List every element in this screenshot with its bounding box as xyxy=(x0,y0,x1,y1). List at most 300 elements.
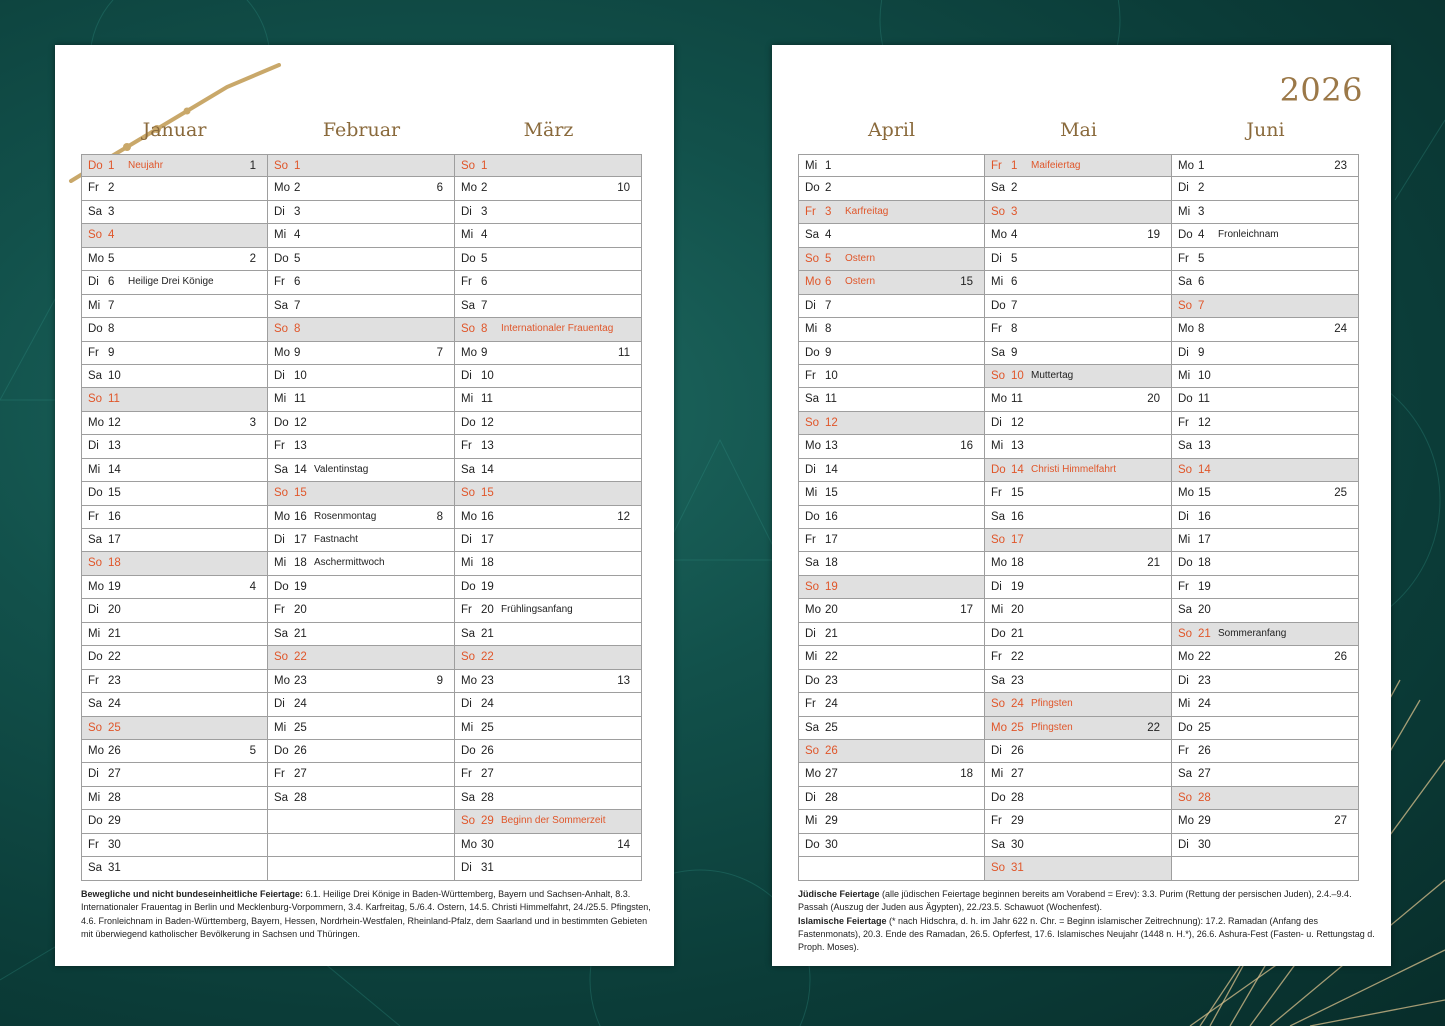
week-number: 4 xyxy=(249,580,256,593)
day-number: 15 xyxy=(481,487,494,500)
day-event: Rosenmontag xyxy=(314,510,377,522)
day-row xyxy=(268,506,455,529)
weekday: Mo xyxy=(88,744,104,757)
day-number: 4 xyxy=(1011,229,1018,242)
day-number: 1 xyxy=(481,160,488,172)
day-number: 7 xyxy=(825,299,832,312)
left-page xyxy=(55,45,674,966)
day-row xyxy=(268,201,455,224)
day-number: 2 xyxy=(1198,182,1205,195)
weekday: Mi xyxy=(991,768,1004,781)
day-number: 5 xyxy=(108,252,115,265)
day-row xyxy=(81,552,268,575)
weekday: So xyxy=(461,487,476,500)
day-number: 22 xyxy=(1198,651,1211,664)
day-row xyxy=(985,412,1172,435)
weekday: Di xyxy=(1178,346,1189,359)
day-row xyxy=(1172,459,1359,482)
weekday: Sa xyxy=(274,463,289,476)
weekday: Mi xyxy=(1178,205,1191,218)
weekday: Mi xyxy=(805,160,818,172)
day-number: 21 xyxy=(1198,627,1211,640)
day-row xyxy=(268,623,455,646)
day-number: 7 xyxy=(1011,299,1018,312)
day-number: 3 xyxy=(825,205,832,218)
day-event: Muttertag xyxy=(1031,369,1074,381)
day-number: 9 xyxy=(1011,346,1018,359)
day-number: 10 xyxy=(1011,369,1024,382)
weekday: Mi xyxy=(274,229,287,242)
day-row xyxy=(985,177,1172,200)
day-row xyxy=(268,482,455,505)
day-number: 28 xyxy=(481,791,494,804)
day-number: 27 xyxy=(294,768,307,781)
weekday: Mo xyxy=(274,182,290,195)
day-row xyxy=(455,342,642,365)
month-column xyxy=(798,154,985,881)
day-row xyxy=(81,271,268,294)
day-number: 16 xyxy=(1011,510,1024,523)
weekday: So xyxy=(991,369,1006,382)
day-row xyxy=(81,365,268,388)
weekday: So xyxy=(461,815,476,828)
weekday: Di xyxy=(461,534,472,546)
day-row xyxy=(455,552,642,575)
day-number: 7 xyxy=(1198,299,1205,312)
weekday: So xyxy=(991,534,1006,546)
day-number: 7 xyxy=(108,299,115,312)
weekday: Mo xyxy=(461,674,477,687)
week-number: 13 xyxy=(617,674,630,687)
day-number: 19 xyxy=(294,580,307,593)
day-row xyxy=(81,763,268,786)
weekday: Fr xyxy=(88,838,99,851)
day-number: 1 xyxy=(1198,160,1205,172)
day-row xyxy=(268,599,455,622)
footnote-right: Jüdische Feiertage (alle jüdischen Feiertage beginnen bereits am Vorabend = Erev): 3.3. Purim (Rettung der persischen Juden), 2.4.–9.4. Passah (Auszug der Juden aus Ägypten), 22./23.5. Schawuot (Wochenfest). Islamische Feiertage (* nach Hidschra, d. h. im Jahr 622 n. Chr. = Beginn islamischer Zeitrechnung): 17.2. Ramadan (Anfang des Fastenmonats), 20.3. Ende des Ramadan, 26.5. Opferfest, 17.6. Islamisches Neujahr (1448 n. H.*), 26.6. Ashura-Fest (Fasten- u. Rettungstag d. Proph. Moses). xyxy=(798,889,1375,953)
weekday: Mi xyxy=(1178,534,1191,546)
day-number: 7 xyxy=(481,299,488,312)
weekday: Mo xyxy=(274,510,290,523)
day-row xyxy=(1172,740,1359,763)
day-row xyxy=(268,388,455,411)
day-row xyxy=(798,857,985,880)
day-number: 6 xyxy=(825,276,832,289)
day-number: 11 xyxy=(108,393,120,406)
weekday: Di xyxy=(461,698,472,711)
day-number: 1 xyxy=(294,160,301,172)
day-number: 23 xyxy=(1011,674,1024,687)
day-number: 6 xyxy=(1011,276,1018,289)
day-row xyxy=(81,834,268,857)
day-number: 4 xyxy=(294,229,301,242)
weekday: So xyxy=(1178,299,1193,312)
weekday: Mo xyxy=(461,346,477,359)
week-number: 9 xyxy=(436,674,443,687)
day-number: 4 xyxy=(1198,229,1205,242)
weekday: Di xyxy=(274,698,285,711)
weekday: Mi xyxy=(991,276,1004,289)
day-row xyxy=(268,576,455,599)
weekday: Sa xyxy=(805,557,820,570)
month-title: Februar xyxy=(322,119,401,141)
day-number: 16 xyxy=(108,510,121,523)
day-number: 9 xyxy=(1198,346,1205,359)
day-number: 28 xyxy=(1198,791,1211,804)
day-number: 25 xyxy=(108,721,121,734)
weekday: Di xyxy=(805,791,816,804)
day-event: Neujahr xyxy=(128,160,164,171)
day-row xyxy=(455,388,642,411)
weekday: Mi xyxy=(88,791,101,804)
day-row xyxy=(455,623,642,646)
day-row xyxy=(985,224,1172,247)
day-number: 2 xyxy=(481,182,488,195)
day-number: 8 xyxy=(825,323,832,336)
weekday: Di xyxy=(991,416,1002,429)
day-number: 1 xyxy=(825,160,832,172)
day-number: 30 xyxy=(108,838,121,851)
day-number: 16 xyxy=(825,510,838,523)
day-row xyxy=(455,646,642,669)
day-row xyxy=(455,506,642,529)
day-row xyxy=(798,201,985,224)
weekday: Do xyxy=(88,815,103,828)
day-number: 24 xyxy=(1198,698,1211,711)
day-number: 12 xyxy=(1198,416,1211,429)
week-number: 15 xyxy=(960,276,973,289)
weekday: Mi xyxy=(88,627,101,640)
weekday: Di xyxy=(274,534,285,546)
weekday: Sa xyxy=(88,369,103,382)
weekday: Mo xyxy=(1178,160,1194,172)
weekday: Di xyxy=(274,205,285,218)
weekday: Do xyxy=(1178,557,1193,570)
day-number: 5 xyxy=(1011,252,1018,265)
weekday: So xyxy=(991,205,1006,218)
week-number: 23 xyxy=(1334,160,1347,172)
weekday: Mo xyxy=(805,604,821,617)
weekday: So xyxy=(1178,791,1193,804)
day-row xyxy=(985,763,1172,786)
weekday: Sa xyxy=(461,791,476,804)
weekday: Mi xyxy=(274,393,287,406)
day-row xyxy=(985,552,1172,575)
day-number: 29 xyxy=(108,815,121,828)
day-number: 11 xyxy=(481,393,493,406)
day-number: 23 xyxy=(825,674,838,687)
day-number: 28 xyxy=(108,791,121,804)
weekday: Sa xyxy=(805,393,820,406)
weekday: Di xyxy=(805,627,816,640)
day-row xyxy=(268,154,455,177)
day-row xyxy=(455,529,642,552)
day-number: 10 xyxy=(825,369,838,382)
day-number: 28 xyxy=(1011,791,1024,804)
weekday: Mi xyxy=(461,393,474,406)
weekday: Di xyxy=(805,299,816,312)
day-number: 25 xyxy=(1011,721,1024,734)
weekday: Do xyxy=(274,580,289,593)
weekday: Fr xyxy=(805,369,816,382)
day-number: 23 xyxy=(294,674,307,687)
month-column xyxy=(268,154,455,881)
day-row xyxy=(798,295,985,318)
day-row xyxy=(798,576,985,599)
week-number: 22 xyxy=(1147,721,1160,734)
weekday: Sa xyxy=(991,674,1006,687)
day-row xyxy=(455,412,642,435)
day-event: Heilige Drei Könige xyxy=(128,276,214,288)
weekday: Mo xyxy=(805,768,821,781)
day-number: 22 xyxy=(108,651,121,664)
day-row xyxy=(798,482,985,505)
day-number: 15 xyxy=(294,487,307,500)
day-row xyxy=(81,482,268,505)
day-number: 6 xyxy=(1198,276,1205,289)
day-row xyxy=(268,529,455,552)
weekday: Fr xyxy=(991,323,1002,336)
weekday: Sa xyxy=(461,627,476,640)
day-row xyxy=(1172,271,1359,294)
day-row xyxy=(1172,318,1359,341)
day-number: 8 xyxy=(108,323,115,336)
day-number: 22 xyxy=(294,651,307,664)
day-number: 14 xyxy=(1198,463,1211,476)
day-number: 21 xyxy=(294,627,307,640)
day-number: 25 xyxy=(294,721,307,734)
weekday: Do xyxy=(461,744,476,757)
weekday: Fr xyxy=(461,604,472,617)
day-number: 9 xyxy=(825,346,832,359)
day-number: 29 xyxy=(481,815,494,828)
day-row xyxy=(798,693,985,716)
weekday: Fr xyxy=(274,604,285,617)
weekday: Mo xyxy=(88,416,104,429)
day-row xyxy=(268,177,455,200)
year-title: 2026 xyxy=(1279,71,1363,109)
month-column xyxy=(81,154,268,881)
day-number: 10 xyxy=(481,369,494,382)
day-row xyxy=(985,576,1172,599)
day-number: 20 xyxy=(108,604,121,617)
week-number: 27 xyxy=(1334,815,1347,828)
day-row xyxy=(81,154,268,177)
day-row xyxy=(1172,857,1359,880)
day-number: 30 xyxy=(1198,838,1211,851)
day-row xyxy=(798,459,985,482)
day-number: 26 xyxy=(108,744,121,757)
day-row xyxy=(455,576,642,599)
day-number: 4 xyxy=(825,229,832,242)
day-number: 14 xyxy=(1011,463,1024,476)
weekday: Di xyxy=(1178,838,1189,851)
week-number: 21 xyxy=(1147,557,1160,570)
weekday: Do xyxy=(991,463,1006,476)
month-title: April xyxy=(867,119,916,141)
weekday: Mo xyxy=(805,440,821,453)
weekday: Fr xyxy=(461,768,472,781)
day-number: 27 xyxy=(825,768,838,781)
weekday: Mi xyxy=(461,557,474,570)
day-row xyxy=(798,388,985,411)
day-row xyxy=(1172,388,1359,411)
day-row xyxy=(985,834,1172,857)
day-row xyxy=(81,177,268,200)
day-row xyxy=(798,834,985,857)
weekday: Di xyxy=(461,205,472,218)
day-row xyxy=(1172,623,1359,646)
weekday: Fr xyxy=(991,160,1002,172)
weekday: So xyxy=(274,160,289,172)
weekday: Sa xyxy=(1178,276,1193,289)
weekday: Sa xyxy=(1178,440,1193,453)
day-row xyxy=(985,670,1172,693)
day-row xyxy=(455,201,642,224)
day-number: 19 xyxy=(1198,580,1211,593)
day-number: 26 xyxy=(1011,744,1024,757)
day-number: 10 xyxy=(108,369,121,382)
day-row xyxy=(1172,342,1359,365)
day-event: Ostern xyxy=(845,252,876,264)
day-number: 2 xyxy=(1011,182,1018,195)
day-number: 3 xyxy=(1198,205,1205,218)
weekday: Fr xyxy=(274,440,285,453)
day-row xyxy=(268,412,455,435)
day-number: 27 xyxy=(481,768,494,781)
day-number: 12 xyxy=(294,416,307,429)
weekday: Mi xyxy=(274,557,287,570)
day-row xyxy=(268,224,455,247)
day-number: 24 xyxy=(1011,698,1024,711)
day-row xyxy=(455,693,642,716)
day-row xyxy=(1172,412,1359,435)
weekday: Sa xyxy=(991,182,1006,195)
day-number: 29 xyxy=(1198,815,1211,828)
day-row xyxy=(798,763,985,786)
day-number: 19 xyxy=(1011,580,1024,593)
day-number: 30 xyxy=(1011,838,1024,851)
day-row xyxy=(455,670,642,693)
day-number: 31 xyxy=(1011,862,1024,875)
month-title: März xyxy=(523,119,574,141)
weekday: Mo xyxy=(991,229,1007,242)
day-row xyxy=(81,295,268,318)
weekday: Fr xyxy=(1178,252,1189,265)
day-number: 18 xyxy=(294,557,307,570)
weekday: Di xyxy=(991,580,1002,593)
day-number: 25 xyxy=(825,721,838,734)
weekday: Do xyxy=(461,416,476,429)
day-number: 17 xyxy=(825,534,838,546)
day-number: 26 xyxy=(825,744,838,757)
day-number: 27 xyxy=(1011,768,1024,781)
day-row xyxy=(455,435,642,458)
weekday: Mo xyxy=(274,346,290,359)
weekday: Mi xyxy=(805,651,818,664)
day-event: Fronleichnam xyxy=(1218,229,1279,241)
weekday: Fr xyxy=(1178,744,1189,757)
day-number: 15 xyxy=(108,487,121,500)
weekday: So xyxy=(88,229,103,242)
weekday: Do xyxy=(274,744,289,757)
weekday: Di xyxy=(274,369,285,382)
day-row xyxy=(1172,248,1359,271)
weekday: Mo xyxy=(461,838,477,851)
week-number: 2 xyxy=(249,252,256,265)
weekday: Mo xyxy=(274,674,290,687)
day-number: 8 xyxy=(1011,323,1018,336)
day-event: Pfingsten xyxy=(1031,721,1073,733)
week-number: 16 xyxy=(960,440,973,453)
day-number: 14 xyxy=(481,463,494,476)
weekday: Sa xyxy=(991,510,1006,523)
day-number: 31 xyxy=(108,862,121,875)
day-row xyxy=(268,552,455,575)
weekday: So xyxy=(274,323,289,336)
day-row xyxy=(1172,834,1359,857)
day-row xyxy=(798,599,985,622)
day-row xyxy=(455,810,642,833)
day-number: 12 xyxy=(1011,416,1024,429)
week-number: 19 xyxy=(1147,229,1160,242)
weekday: Mo xyxy=(461,182,477,195)
weekday: Fr xyxy=(88,510,99,523)
week-number: 26 xyxy=(1334,651,1347,664)
day-row xyxy=(455,740,642,763)
day-number: 17 xyxy=(1198,534,1211,546)
day-row xyxy=(798,810,985,833)
day-number: 14 xyxy=(108,463,121,476)
week-number: 25 xyxy=(1334,487,1347,500)
day-row xyxy=(1172,295,1359,318)
day-number: 25 xyxy=(481,721,494,734)
weekday: Fr xyxy=(805,534,816,546)
day-event: Frühlingsanfang xyxy=(501,604,573,616)
weekday: So xyxy=(461,323,476,336)
day-row xyxy=(81,506,268,529)
day-number: 26 xyxy=(481,744,494,757)
weekday: Sa xyxy=(461,299,476,312)
day-number: 11 xyxy=(1011,393,1023,406)
day-row xyxy=(798,435,985,458)
day-number: 16 xyxy=(1198,510,1211,523)
week-number: 18 xyxy=(960,768,973,781)
day-row xyxy=(798,365,985,388)
day-number: 20 xyxy=(1198,604,1211,617)
weekday: So xyxy=(88,557,103,570)
day-number: 1 xyxy=(1011,160,1018,172)
day-row xyxy=(455,717,642,740)
day-row xyxy=(1172,787,1359,810)
day-number: 2 xyxy=(108,182,115,195)
day-number: 20 xyxy=(825,604,838,617)
day-number: 8 xyxy=(481,323,488,336)
day-number: 14 xyxy=(294,463,307,476)
day-row xyxy=(1172,763,1359,786)
weekday: So xyxy=(274,651,289,664)
day-number: 4 xyxy=(108,229,115,242)
week-number: 6 xyxy=(436,182,443,195)
day-number: 29 xyxy=(825,815,838,828)
day-number: 1 xyxy=(108,160,115,172)
day-row xyxy=(268,717,455,740)
weekday: Do xyxy=(805,674,820,687)
day-row xyxy=(798,740,985,763)
weekday: So xyxy=(805,744,820,757)
day-row xyxy=(985,459,1172,482)
day-row xyxy=(268,365,455,388)
